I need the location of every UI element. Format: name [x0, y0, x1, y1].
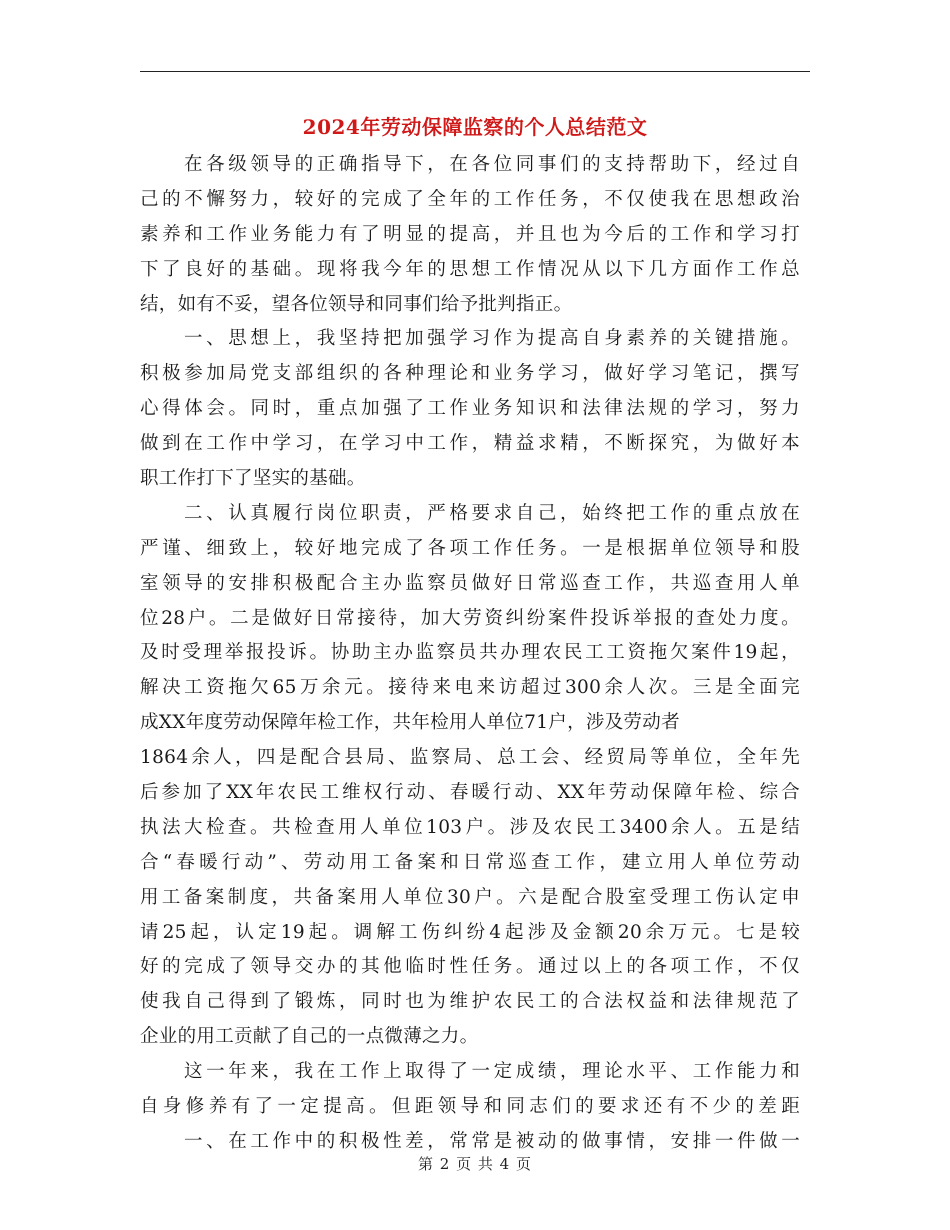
text-line: 下了良好的基础。现将我今年的思想工作情况从以下几方面作工作总 — [140, 258, 800, 280]
text-line: 素养和工作业务能力有了明显的提高，并且也为今后的工作和学习打 — [140, 223, 800, 245]
text-line: 己的不懈努力，较好的完成了全年的工作任务，不仅使我在思想政治 — [140, 188, 800, 210]
text-line: 及时受理举报投诉。协助主办监察员共办理农民工工资拖欠案件19起， — [140, 642, 800, 664]
text-line: 位28户。二是做好日常接待，加大劳资纠纷案件投诉举报的查处力度。 — [140, 607, 800, 629]
text-line: 职工作打下了坚实的基础。 — [140, 468, 366, 490]
text-line: 使我自己得到了锻炼，同时也为维护农民工的合法权益和法律规范了 — [140, 991, 800, 1013]
text-line: 后参加了XX年农民工维权行动、春暖行动、XX年劳动保障年检、综合 — [140, 782, 800, 804]
text-line: 请25起，认定19起。调解工伤纠纷4起涉及金额20余万元。七是较 — [140, 921, 800, 943]
text-line: 严谨、细致上，较好地完成了各项工作任务。一是根据单位领导和股 — [140, 537, 800, 559]
text-line: 好的完成了领导交办的其他临时性任务。通过以上的各项工作，不仅 — [140, 956, 800, 978]
text-line: 自身修养有了一定提高。但距领导和同志们的要求还有不少的差距 — [140, 1096, 800, 1118]
text-line: 执法大检查。共检查用人单位103户。涉及农民工3400余人。五是结 — [140, 816, 800, 838]
text-line: 合“春暖行动”、劳动用工备案和日常巡查工作，建立用人单位劳动 — [140, 851, 800, 873]
text-line: 室领导的安排积极配合主办监察员做好日常巡查工作，共巡查用人单 — [140, 572, 800, 594]
text-line: 在各级领导的正确指导下，在各位同事们的支持帮助下，经过自 — [184, 154, 800, 175]
text-line: 解决工资拖欠65万余元。接待来电来访超过300余人次。三是全面完 — [140, 677, 800, 699]
text-line: 二、认真履行岗位职责，严格要求自己，始终把工作的重点放在 — [184, 502, 800, 524]
text-line: 1864余人，四是配合县局、监察局、总工会、经贸局等单位，全年先 — [140, 747, 800, 769]
text-line: 结，如有不妥，望各位领导和同事们给予批判指正。 — [140, 293, 573, 315]
document-title: 2024年劳动保障监察的个人总结范文 — [302, 115, 648, 139]
page-number: 第 2 页 共 4 页 — [418, 1155, 532, 1173]
header-rule — [140, 71, 810, 72]
document-body — [140, 148, 800, 1160]
text-line: 做到在工作中学习，在学习中工作，精益求精，不断探究，为做好本 — [140, 433, 800, 455]
text-line: 用工备案制度，共备案用人单位30户。六是配合股室受理工伤认定申 — [140, 886, 800, 908]
text-line: 这一年来，我在工作上取得了一定成绩，理论水平、工作能力和 — [184, 1061, 800, 1083]
text-line: 成XX年度劳动保障年检工作，共年检用人单位71户，涉及劳动者 — [140, 712, 680, 734]
text-line: 企业的用工贡献了自己的一点微薄之力。 — [140, 1026, 479, 1048]
text-line: 一、在工作中的积极性差，常常是被动的做事情，安排一件做一 — [184, 1130, 800, 1152]
text-line: 心得体会。同时，重点加强了工作业务知识和法律法规的学习，努力 — [140, 398, 800, 420]
text-line: 积极参加局党支部组织的各种理论和业务学习，做好学习笔记，撰写 — [140, 363, 800, 385]
text-line: 一、思想上，我坚持把加强学习作为提高自身素养的关键措施。 — [184, 328, 800, 350]
